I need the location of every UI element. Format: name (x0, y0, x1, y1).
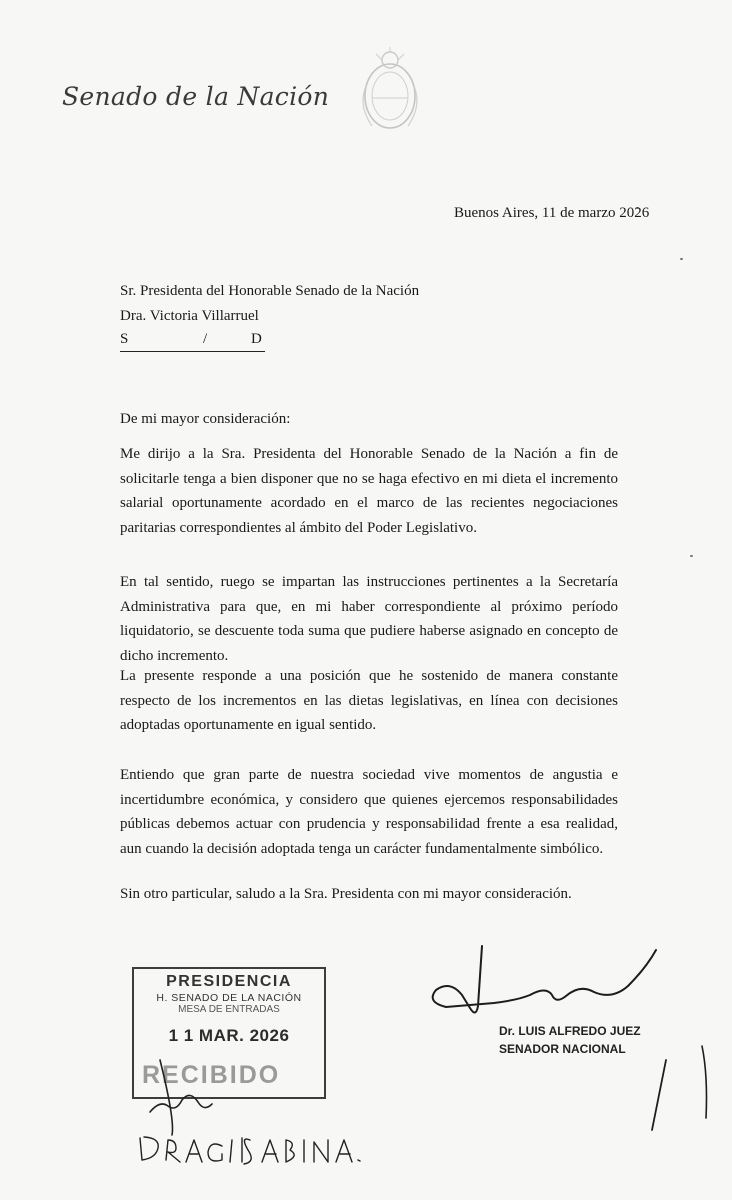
sd-right: D (251, 331, 262, 347)
letter-date: Buenos Aires, 11 de marzo 2026 (454, 205, 650, 221)
receiver-initials (150, 1060, 212, 1135)
sd-left: S (120, 331, 129, 347)
stamp-title: PRESIDENCIA (166, 973, 292, 990)
receiver-name-scrawl (140, 1137, 360, 1164)
signature-tail (652, 1060, 666, 1130)
closing-line: Sin otro particular, saludo a la Sra. Presidenta con mi mayor consideración. (120, 886, 572, 902)
signature-tail (702, 1046, 707, 1118)
greeting: De mi mayor consideración: (120, 411, 291, 427)
stamp-date: 1 1 MAR. 2026 (168, 1026, 290, 1045)
signer-name: Dr. LUIS ALFREDO JUEZ (499, 1024, 641, 1038)
letterhead-title: Senado de la Nación (62, 82, 330, 111)
signature-scribble (433, 946, 656, 1013)
body-paragraph: En tal sentido, ruego se impartan las instrucciones pertinentes a la Secretaría Administrativa para que, en mi haber correspondiente al próximo período liquidatorio, se descuente toda suma que pudiere haberse asignado en concepto de dicho incremento. (120, 574, 618, 664)
recipient-line: Sr. Presidenta del Honorable Senado de la Nación (120, 283, 420, 299)
body-paragraph: Me dirijo a la Sra. Presidenta del Honorable Senado de la Nación a fin de solicitarle tenga a bien disponer que no se haga efectivo en mi dieta el incremento salarial oportunamente acordado en el marco de las recientes negociaciones paritarias correspondientes al ámbito del Poder Legislativo. (120, 446, 618, 536)
sd-separator: / (203, 331, 208, 347)
signer-role: SENADOR NACIONAL (499, 1042, 626, 1056)
stamp-mesa: MESA DE ENTRADAS (178, 1004, 280, 1012)
stamp-received: RECIBIDO (142, 1061, 281, 1089)
signer-block (499, 1022, 641, 1058)
stamp-subtitle: H. SENADO DE LA NACIÓN (156, 992, 302, 1004)
body-paragraph: Entiendo que gran parte de nuestra sociedad vive momentos de angustia e incertidumbre económica, y considero que quienes ejercemos responsabilidades públicas debemos actuar con prudencia y responsabilidad frente a esa realidad, aun cuando la decisión adoptada tenga un carácter fundamentalmente simbólico. (120, 767, 618, 857)
recipient-name: Dra. Victoria Villarruel (120, 308, 259, 324)
body-paragraph: La presente responde a una posición que he sostenido de manera constante respecto de los incrementos en las dietas legislativas, en línea con decisiones adoptadas oportunamente en igual sentido. (120, 668, 618, 733)
